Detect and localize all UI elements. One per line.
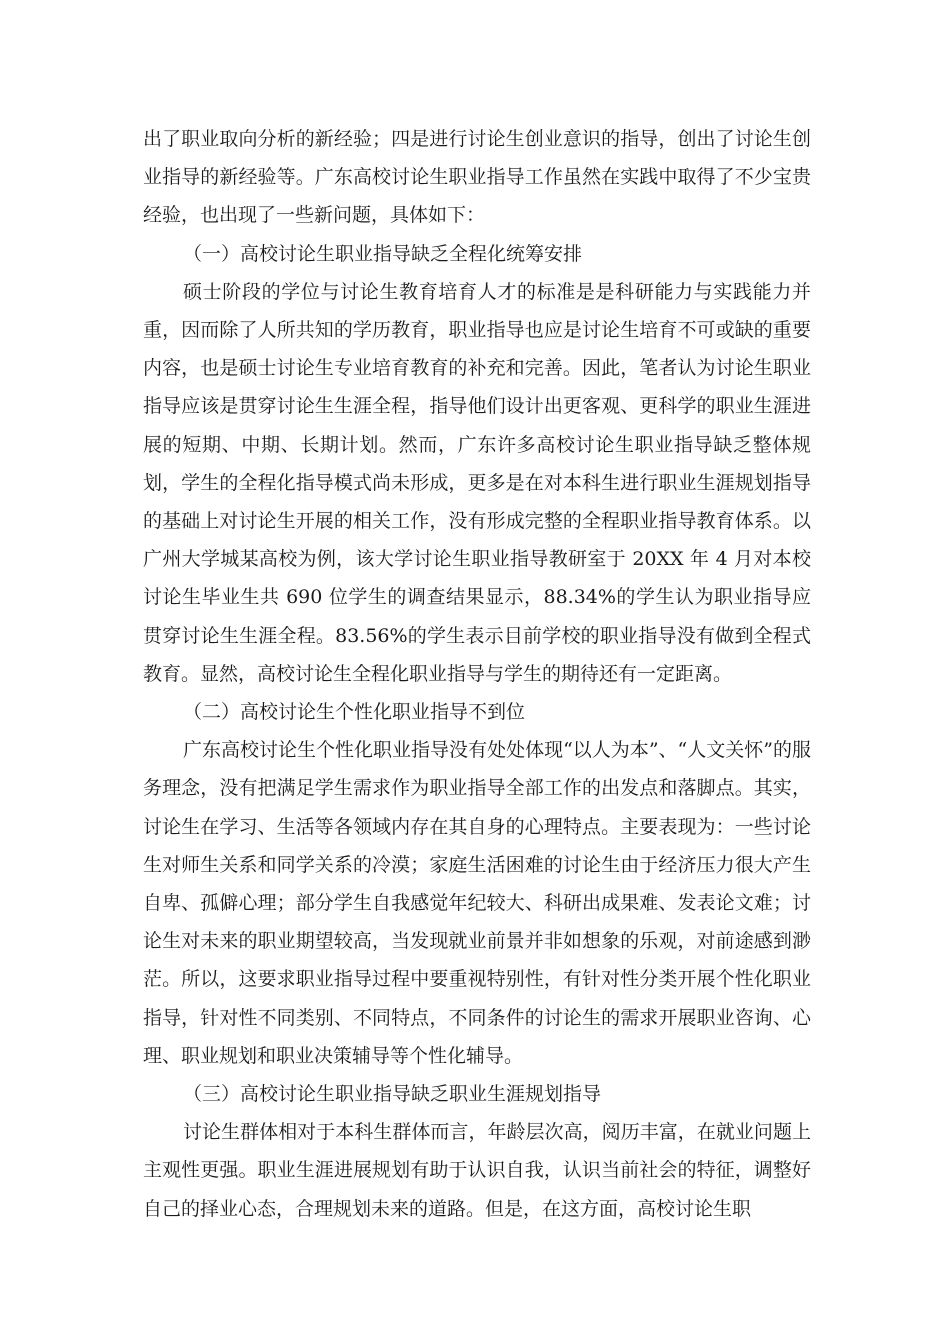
- section-heading-1: （一）高校讨论生职业指导缺乏全程化统筹安排: [183, 242, 583, 265]
- paragraph-section-1: 硕士阶段的学位与讨论生教育培育人才的标准是是科研能力与实践能力并重，因而除了人所共知的学历教育，职业指导也应是讨论生培育不可或缺的重要内容，也是硕士讨论生专业培育教育的补充和完善。因此，笔者认为讨论生职业指导应该是贯穿讨论生生涯全程，指导他们设计出更客观、更科学的职业生涯进展的短期、中期、长期计划。然而，广东许多高校讨论生职业指导缺乏整体规划，学生的全程化指导模式尚未形成，更多是在对本科生进行职业生涯规划指导的基础上对讨论生开展的相关工作，没有形成完整的全程职业指导教育体系。以广州大学城某高校为例，该大学讨论生职业指导教研室于 20XX 年 4 月对本校讨论生毕业生共 690 位学生的调查结果显示，88.34%的学生认为职业指导应贯穿讨论生生涯全程。83.56%的学生表示目前学校的职业指导没有做到全程式教育。显然，高校讨论生全程化职业指导与学生的期待还有一定距离。: [143, 280, 811, 685]
- section-heading-3: （三）高校讨论生职业指导缺乏职业生涯规划指导: [183, 1083, 602, 1106]
- paragraph-section-3: 讨论生群体相对于本科生群体而言，年龄层次高，阅历丰富，在就业问题上主观性更强。职业生涯进展规划有助于认识自我，认识当前社会的特征，调整好自己的择业心态，合理规划未来的道路。但是，在这方面，高校讨论生职: [143, 1121, 811, 1220]
- paragraph-section-2: 广东高校讨论生个性化职业指导没有处处体现“以人为本”、“人文关怀”的服务理念，没有把满足学生需求作为职业指导全部工作的出发点和落脚点。其实，讨论生在学习、生活等各领域内存在其自身的心理特点。主要表现为：一些讨论生对师生关系和同学关系的冷漠；家庭生活困难的讨论生由于经济压力很大产生自卑、孤僻心理；部分学生自我感觉年纪较大、科研出成果难、发表论文难；讨论生对未来的职业期望较高，当发现就业前景并非如想象的乐观，对前途感到渺茫。所以，这要求职业指导过程中要重视特别性，有针对性分类开展个性化职业指导，针对性不同类别、不同特点，不同条件的讨论生的需求开展职业咨询、心理、职业规划和职业决策辅导等个性化辅导。: [143, 739, 811, 1067]
- paragraph-continuation: 出了职业取向分析的新经验；四是进行讨论生创业意识的指导，创出了讨论生创业指导的新经验等。广东高校讨论生职业指导工作虽然在实践中取得了不少宝贵经验，也出现了一些新问题，具体如下：: [143, 128, 811, 227]
- document-body: [143, 120, 811, 1228]
- section-heading-2: （二）高校讨论生个性化职业指导不到位: [183, 701, 526, 724]
